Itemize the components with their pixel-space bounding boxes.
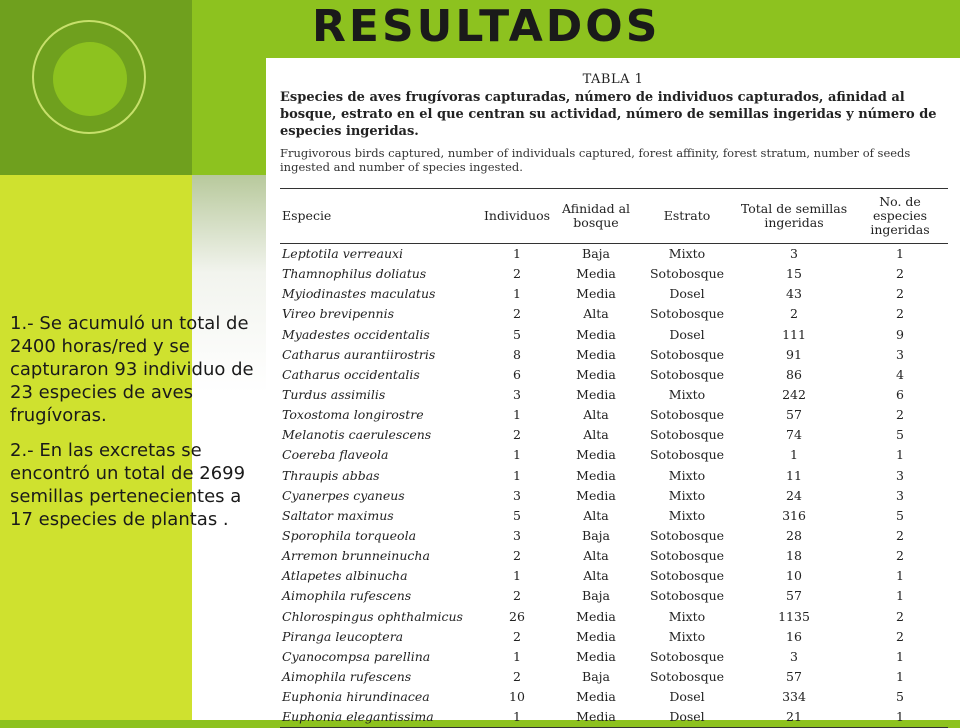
table-cell: Saltator maximus [282,507,394,523]
table-cell: 1 [896,669,904,685]
table-cell: Mixto [668,507,706,523]
table-cell: Sotobosque [649,346,725,362]
table-caption-es: Especies de aves frugívoras capturadas, número de individuos capturados, afinidad al bosque, estrato en el que centran su actividad, número de semillas ingeridas y número de especies ingeridas. [280,90,937,139]
table-cell: 8 [513,346,521,362]
table-cell: Vireo brevipennis [282,306,395,322]
table-cell: Media [554,707,638,728]
table-cell: Sotobosque [649,648,725,664]
table-cell: Media [576,387,616,403]
table-cell: Media [576,366,616,382]
table-cell: Dosel [669,286,705,302]
table-cell: Melanotis caerulescens [282,427,432,443]
table-cell: Arremon brunneinucha [282,548,430,564]
table-cell: Sotobosque [649,427,725,443]
table-row [280,244,948,265]
decor-circle-filled [53,42,127,116]
table-cell: 10 [509,689,525,705]
table-cell: 3 [896,487,904,503]
table-cell: Baja [582,588,610,604]
slide-title: RESULTADOS [312,1,661,52]
table-cell: 18 [786,548,802,564]
table-cell: 43 [786,286,802,302]
note-2: 2.- En las excretas se encontró un total de 2699 semillas pertenecientes a 17 especies de plantas . [10,440,246,530]
table-figure [266,58,960,725]
table-cell: 3 [790,648,798,664]
table-cell: Cyanocompsa parellina [282,648,431,664]
table-cell: 1 [513,286,521,302]
table-cell: Myiodinastes maculatus [282,286,436,302]
table-row [280,566,948,586]
table-row [280,284,948,304]
table-row [280,345,948,365]
table-cell: Sotobosque [649,568,725,584]
table-cell: 5 [896,427,904,443]
table-cell: 1 [790,447,798,463]
table-row [280,526,948,546]
table-cell: Sotobosque [649,366,725,382]
table-cell: Media [576,648,616,664]
table-cell: Media [576,266,616,282]
table-cell: 10 [786,568,802,584]
table-cell: 3 [790,246,798,262]
table-cell: 2 [513,548,521,564]
table-body [280,244,948,728]
table-cell: 111 [782,326,806,342]
table-cell: Baja [582,669,610,685]
header-especie: Especie [280,189,480,244]
table-cell: Dosel [638,707,736,728]
table-cell: Media [576,487,616,503]
table-cell: Euphonia elegantissima [280,707,480,728]
table-cell: Mixto [668,387,706,403]
table-cell: Alta [583,306,609,322]
table-cell: 316 [782,507,806,523]
table-cell: 2 [513,628,521,644]
table-cell: 1 [480,707,554,728]
header-semillas: Total de semillas ingeridas [736,189,852,244]
table-cell: 28 [786,528,802,544]
table-cell: 1 [513,407,521,423]
table-row [280,607,948,627]
table-cell: Sotobosque [649,588,725,604]
table-cell: Dosel [669,689,705,705]
table-row [280,586,948,606]
table-cell: 2 [896,628,904,644]
table-cell: Mixto [668,608,706,624]
table-label: TABLA 1 [582,72,644,87]
table-cell: Media [576,467,616,483]
table-row [280,425,948,445]
header-estrato: Estrato [638,189,736,244]
table-cell: Alta [583,427,609,443]
table-cell: Sotobosque [649,528,725,544]
table-cell: Sotobosque [649,669,725,685]
table-cell: 24 [786,487,802,503]
table-row [280,466,948,486]
table-cell: Mixto [668,628,706,644]
table-cell: Thraupis abbas [282,467,380,483]
table-cell: Alta [583,507,609,523]
table-cell: 15 [786,266,802,282]
table-cell: Mixto [668,246,706,262]
table-cell: 1 [513,568,521,584]
table-row [280,486,948,506]
table-cell: 2 [896,286,904,302]
table-cell: Myadestes occidentalis [282,326,430,342]
table-cell: 6 [896,387,904,403]
table-row [280,506,948,526]
table-cell: Chlorospingus ophthalmicus [282,608,463,624]
table-cell: 2 [513,588,521,604]
table-cell: 2 [513,306,521,322]
table-cell: 3 [896,467,904,483]
table-cell: Alta [583,548,609,564]
table-cell: Mixto [668,487,706,503]
table-row [280,546,948,566]
table-cell: 11 [786,467,802,483]
table-cell: Media [576,326,616,342]
table-cell: Atlapetes albinucha [282,568,408,584]
table-cell: 2 [513,427,521,443]
table-cell: 9 [896,326,904,342]
table-cell: 1 [896,648,904,664]
table-cell: Coereba flaveola [282,447,389,463]
table-cell: 1 [896,588,904,604]
table-row [280,647,948,667]
table-cell: Catharus occidentalis [282,366,420,382]
table-cell: Sotobosque [649,266,725,282]
table-cell: 16 [786,628,802,644]
table-cell: Sotobosque [649,548,725,564]
table-cell: 21 [736,707,852,728]
table-cell: Media [576,608,616,624]
table-row [280,445,948,465]
table-cell: 1 [513,467,521,483]
table-cell: 5 [896,507,904,523]
table-cell: 2 [896,266,904,282]
table-cell: 6 [513,366,521,382]
table-cell: 74 [786,427,802,443]
header-afinidad: Afinidad al bosque [554,189,638,244]
table-cell: 3 [896,346,904,362]
table-cell: 1 [896,246,904,262]
table-row [280,627,948,647]
table-cell: 3 [513,528,521,544]
table-cell: Media [576,286,616,302]
table-cell: 2 [790,306,798,322]
table-cell: 26 [509,608,525,624]
table-cell: 57 [786,588,802,604]
table-cell: Media [576,628,616,644]
table-cell: Catharus aurantiirostris [282,346,436,362]
results-notes [10,312,268,543]
header-individuos: Individuos [480,189,554,244]
table-cell: Media [576,346,616,362]
table-row [280,365,948,385]
table-cell: 4 [896,366,904,382]
table-cell: Media [576,447,616,463]
table-cell: 242 [782,387,806,403]
table-cell: 2 [896,306,904,322]
table-cell: 1135 [778,608,810,624]
table-cell: 2 [513,669,521,685]
table-cell: Turdus assimilis [282,387,386,403]
table-header-row [280,189,948,244]
table-cell: 1 [513,447,521,463]
table-row [280,325,948,345]
table-cell: Piranga leucoptera [282,628,404,644]
note-1: 1.- Se acumuló un total de 2400 horas/red y se capturaron 93 individuo de 23 especies de aves frugívoras. [10,313,254,426]
table-row [280,405,948,425]
table-cell: Aimophila rufescens [282,588,412,604]
table-cell: Alta [583,568,609,584]
table-cell: 57 [786,407,802,423]
table-cell: 334 [782,689,806,705]
table-cell: 1 [513,246,521,262]
table-cell: 5 [513,507,521,523]
table-cell: Sotobosque [649,306,725,322]
table-cell: 2 [896,548,904,564]
table-cell: Dosel [669,326,705,342]
table-cell: 3 [513,487,521,503]
table-row [280,264,948,284]
table-cell: Cyanerpes cyaneus [282,487,405,503]
table-cell: Aimophila rufescens [282,669,412,685]
table-cell: Sotobosque [649,447,725,463]
table-cell: 57 [786,669,802,685]
table-cell: Baja [582,246,610,262]
table-cell: 3 [513,387,521,403]
table-cell: Euphonia hirundinacea [282,689,430,705]
table-cell: Sotobosque [649,407,725,423]
table-cell: Alta [583,407,609,423]
header-especies-ingeridas: No. de especies ingeridas [852,189,948,244]
table-cell: 5 [513,326,521,342]
table-cell: Sporophila torqueola [282,528,417,544]
table-cell: Thamnophilus doliatus [282,266,427,282]
table-cell: 1 [852,707,948,728]
table-cell: Baja [582,528,610,544]
table-cell: 1 [896,447,904,463]
table-cell: 2 [896,528,904,544]
table-cell: 2 [896,608,904,624]
species-table [280,188,948,728]
table-cell: 91 [786,346,802,362]
table-cell: Mixto [668,467,706,483]
table-cell: 2 [896,407,904,423]
table-cell: Media [576,689,616,705]
table-cell: 1 [513,648,521,664]
table-cell: Toxostoma longirostre [282,407,424,423]
table-row [280,385,948,405]
table-row [280,667,948,687]
table-cell: 2 [513,266,521,282]
table-cell: 1 [896,568,904,584]
table-row [280,304,948,324]
table-row [280,687,948,707]
table-cell: Leptotila verreauxi [282,246,404,262]
table-row [280,707,948,728]
table-cell: 5 [896,689,904,705]
table-cell: 86 [786,366,802,382]
table-caption-en: Frugivorous birds captured, number of individuals captured, forest affinity, forest stratum, number of seeds ingested and number of species ingested. [280,146,911,174]
